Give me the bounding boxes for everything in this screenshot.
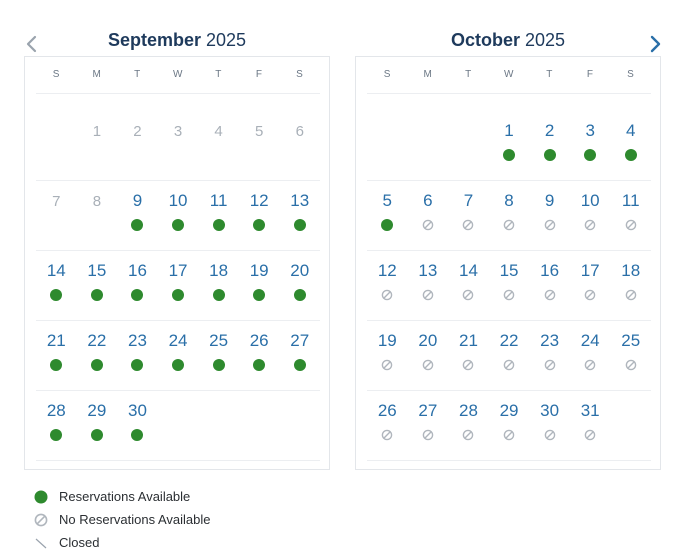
day-number: 10: [168, 191, 188, 210]
day-cell: [529, 321, 570, 391]
day-number: 28: [458, 401, 478, 420]
weekday-label: S: [296, 69, 304, 80]
day-number: 8: [92, 193, 102, 210]
day-number: 6: [423, 191, 433, 210]
day-cell: [408, 391, 449, 461]
no-availability-icon: [503, 429, 515, 441]
week-row: [36, 321, 320, 391]
no-availability-icon: [462, 289, 474, 301]
empty-day-cell: [158, 391, 199, 461]
day-cell[interactable]: [367, 181, 408, 251]
day-number: 20: [418, 331, 438, 350]
available-dot-icon: [91, 359, 103, 371]
day-number: 31: [580, 401, 600, 420]
day-cell[interactable]: [77, 391, 118, 461]
weekday-label: S: [52, 69, 60, 80]
day-number: 19: [377, 331, 397, 350]
legend: [34, 485, 211, 554]
day-cell: [448, 251, 489, 321]
no-availability-icon: [462, 219, 474, 231]
day-cell[interactable]: [77, 321, 118, 391]
day-number: 14: [458, 261, 478, 280]
day-number: 23: [540, 331, 560, 350]
weekday-label: F: [586, 69, 594, 80]
available-dot-icon: [253, 219, 265, 231]
day-number: 5: [382, 191, 393, 210]
available-dot-icon: [294, 359, 306, 371]
available-dot-icon: [131, 359, 143, 371]
divider: [367, 93, 651, 94]
available-dot-icon: [172, 359, 184, 371]
day-number: 1: [504, 121, 514, 140]
calendar-october: [355, 56, 661, 470]
no-availability-icon: [503, 219, 515, 231]
month-year: 2025: [206, 30, 247, 50]
day-number: 30: [127, 401, 147, 420]
day-cell[interactable]: [610, 111, 651, 181]
day-cell: [529, 251, 570, 321]
day-cell[interactable]: [239, 181, 280, 251]
day-cell[interactable]: [117, 251, 158, 321]
day-number: 12: [377, 261, 397, 280]
day-number: 16: [540, 261, 560, 280]
week-row: [367, 251, 651, 321]
day-number: 11: [209, 191, 228, 210]
day-cell: [610, 181, 651, 251]
day-number: 18: [621, 261, 641, 280]
legend-item-closed: [34, 531, 211, 554]
day-cell[interactable]: [529, 111, 570, 181]
empty-day-cell: [610, 391, 651, 461]
day-number: 15: [499, 261, 519, 280]
day-grid: [36, 111, 320, 461]
no-availability-icon: [503, 289, 515, 301]
day-cell: [489, 391, 530, 461]
day-number: 22: [87, 331, 107, 350]
available-dot-icon: [34, 490, 48, 504]
day-number: 9: [544, 191, 555, 210]
day-cell: [367, 391, 408, 461]
weekday-label: T: [465, 69, 472, 80]
no-availability-icon: [422, 219, 434, 231]
available-dot-icon: [381, 219, 393, 231]
closed-slash-icon: [34, 536, 48, 550]
available-dot-icon: [253, 289, 265, 301]
weekday-label: T: [215, 69, 222, 80]
day-number: 3: [585, 121, 595, 140]
row-divider: [367, 460, 651, 461]
month-name: October: [450, 30, 520, 50]
day-cell: [77, 111, 118, 181]
day-grid: [367, 111, 651, 461]
day-cell: [367, 321, 408, 391]
no-availability-icon: [381, 359, 393, 371]
no-availability-icon: [544, 359, 556, 371]
day-number: 27: [290, 331, 310, 350]
weekday-label: W: [173, 69, 183, 80]
day-cell: [610, 321, 651, 391]
empty-day-cell: [198, 391, 239, 461]
day-cell: [448, 321, 489, 391]
day-cell[interactable]: [279, 181, 320, 251]
day-cell[interactable]: [117, 181, 158, 251]
available-dot-icon: [172, 289, 184, 301]
empty-day-cell: [36, 111, 77, 181]
day-cell: [239, 111, 280, 181]
day-number: 29: [87, 401, 107, 420]
day-number: 7: [463, 191, 474, 210]
day-number: 2: [133, 123, 142, 140]
calendar-september: [24, 56, 330, 470]
day-cell[interactable]: [239, 321, 280, 391]
day-number: 6: [295, 123, 304, 140]
day-cell: [158, 111, 199, 181]
no-availability-icon: [381, 289, 393, 301]
empty-day-cell: [408, 111, 449, 181]
no-availability-icon: [625, 359, 637, 371]
day-cell: [489, 181, 530, 251]
available-dot-icon: [213, 219, 225, 231]
available-dot-icon: [91, 289, 103, 301]
day-number: 20: [290, 261, 310, 280]
day-cell[interactable]: [158, 321, 199, 391]
day-number: 25: [209, 331, 229, 350]
no-availability-icon: [381, 429, 393, 441]
day-cell: [610, 251, 651, 321]
available-dot-icon: [294, 289, 306, 301]
day-number: 21: [458, 331, 478, 350]
day-cell: [570, 251, 611, 321]
day-number: 25: [621, 331, 641, 350]
day-number: 9: [132, 191, 143, 210]
legend-label: No Reservations Available: [59, 512, 211, 527]
day-number: 22: [499, 331, 519, 350]
day-cell: [279, 111, 320, 181]
week-row: [36, 181, 320, 251]
no-availability-icon: [544, 219, 556, 231]
day-cell: [570, 181, 611, 251]
month-title-october: [355, 30, 661, 51]
legend-item-no-reservations: [34, 508, 211, 531]
day-cell[interactable]: [570, 111, 611, 181]
no-availability-icon: [625, 289, 637, 301]
day-number: 4: [214, 123, 223, 140]
week-row: [367, 111, 651, 181]
weekday-label: M: [92, 69, 102, 80]
available-dot-icon: [213, 289, 225, 301]
day-number: 24: [580, 331, 600, 350]
day-number: 3: [173, 123, 183, 140]
no-availability-icon: [422, 359, 434, 371]
day-cell: [408, 251, 449, 321]
day-number: 29: [499, 401, 519, 420]
day-cell[interactable]: [279, 251, 320, 321]
available-dot-icon: [131, 219, 143, 231]
day-cell: [529, 181, 570, 251]
day-number: 13: [418, 261, 438, 280]
empty-day-cell: [448, 111, 489, 181]
day-cell[interactable]: [36, 391, 77, 461]
day-cell[interactable]: [279, 321, 320, 391]
no-availability-icon: [422, 429, 434, 441]
no-availability-icon: [625, 219, 637, 231]
day-cell: [408, 321, 449, 391]
available-dot-icon: [213, 359, 225, 371]
day-cell[interactable]: [198, 251, 239, 321]
available-dot-icon: [625, 149, 637, 161]
weekday-label: S: [627, 69, 635, 80]
available-dot-icon: [584, 149, 596, 161]
day-number: 18: [209, 261, 229, 280]
available-dot-icon: [544, 149, 556, 161]
legend-label: Reservations Available: [59, 489, 191, 504]
weekday-label: W: [504, 69, 514, 80]
legend-item-available: [34, 485, 211, 508]
empty-day-cell: [367, 111, 408, 181]
day-cell: [570, 391, 611, 461]
day-cell[interactable]: [239, 251, 280, 321]
available-dot-icon: [503, 149, 515, 161]
available-dot-icon: [50, 289, 62, 301]
no-availability-icon: [584, 359, 596, 371]
weekday-label: M: [423, 69, 433, 80]
day-number: 28: [46, 401, 66, 420]
row-divider: [36, 460, 320, 461]
day-number: 26: [377, 401, 397, 420]
day-number: 7: [52, 193, 61, 210]
day-cell: [570, 321, 611, 391]
day-number: 19: [249, 261, 269, 280]
weekday-label: S: [383, 69, 391, 80]
available-dot-icon: [131, 289, 143, 301]
week-row: [367, 181, 651, 251]
no-availability-icon: [422, 289, 434, 301]
day-cell: [529, 391, 570, 461]
no-availability-icon: [462, 359, 474, 371]
day-cell[interactable]: [117, 321, 158, 391]
weekday-label: F: [255, 69, 263, 80]
day-number: 16: [127, 261, 147, 280]
day-number: 26: [249, 331, 269, 350]
no-availability-icon: [584, 219, 596, 231]
day-number: 17: [580, 261, 600, 280]
no-availability-icon: [503, 359, 515, 371]
divider: [36, 93, 320, 94]
day-cell[interactable]: [158, 181, 199, 251]
week-row: [36, 391, 320, 461]
day-number: 24: [168, 331, 188, 350]
day-cell[interactable]: [36, 251, 77, 321]
day-cell: [408, 181, 449, 251]
day-number: 14: [46, 261, 66, 280]
legend-label: Closed: [59, 535, 100, 550]
day-number: 4: [626, 121, 636, 140]
week-row: [36, 111, 320, 181]
day-cell[interactable]: [117, 391, 158, 461]
month-name: September: [107, 30, 201, 50]
day-cell: [117, 111, 158, 181]
day-number: 1: [92, 123, 102, 140]
day-number: 13: [290, 191, 310, 210]
weekday-header: [36, 69, 320, 83]
no-availability-icon: [544, 429, 556, 441]
available-dot-icon: [294, 219, 306, 231]
empty-day-cell: [239, 391, 280, 461]
available-dot-icon: [253, 359, 265, 371]
available-dot-icon: [50, 429, 62, 441]
day-number: 21: [46, 331, 66, 350]
day-cell[interactable]: [198, 321, 239, 391]
day-cell[interactable]: [489, 111, 530, 181]
month-year: 2025: [524, 30, 566, 50]
weekday-label: T: [546, 69, 553, 80]
no-availability-icon: [34, 513, 48, 527]
week-row: [36, 251, 320, 321]
day-cell: [36, 181, 77, 251]
day-cell: [448, 181, 489, 251]
day-cell: [367, 251, 408, 321]
week-row: [367, 321, 651, 391]
day-number: 17: [168, 261, 188, 280]
empty-day-cell: [279, 391, 320, 461]
week-row: [367, 391, 651, 461]
day-cell[interactable]: [36, 321, 77, 391]
available-dot-icon: [172, 219, 184, 231]
day-cell[interactable]: [158, 251, 199, 321]
day-cell[interactable]: [198, 181, 239, 251]
month-title-september: [24, 30, 330, 51]
no-availability-icon: [462, 429, 474, 441]
no-availability-icon: [584, 289, 596, 301]
day-number: 2: [544, 121, 555, 140]
day-number: 27: [418, 401, 438, 420]
day-cell: [489, 321, 530, 391]
day-number: 11: [621, 191, 640, 210]
day-number: 5: [255, 123, 264, 140]
available-dot-icon: [50, 359, 62, 371]
available-dot-icon: [91, 429, 103, 441]
day-cell: [448, 391, 489, 461]
day-number: 15: [87, 261, 107, 280]
day-number: 8: [504, 191, 514, 210]
weekday-header: [367, 69, 651, 83]
no-availability-icon: [584, 429, 596, 441]
day-cell: [77, 181, 118, 251]
day-number: 10: [580, 191, 600, 210]
weekday-label: T: [134, 69, 141, 80]
day-cell: [198, 111, 239, 181]
day-number: 30: [540, 401, 560, 420]
day-cell: [489, 251, 530, 321]
no-availability-icon: [544, 289, 556, 301]
day-number: 12: [249, 191, 269, 210]
available-dot-icon: [131, 429, 143, 441]
day-cell[interactable]: [77, 251, 118, 321]
day-number: 23: [127, 331, 147, 350]
